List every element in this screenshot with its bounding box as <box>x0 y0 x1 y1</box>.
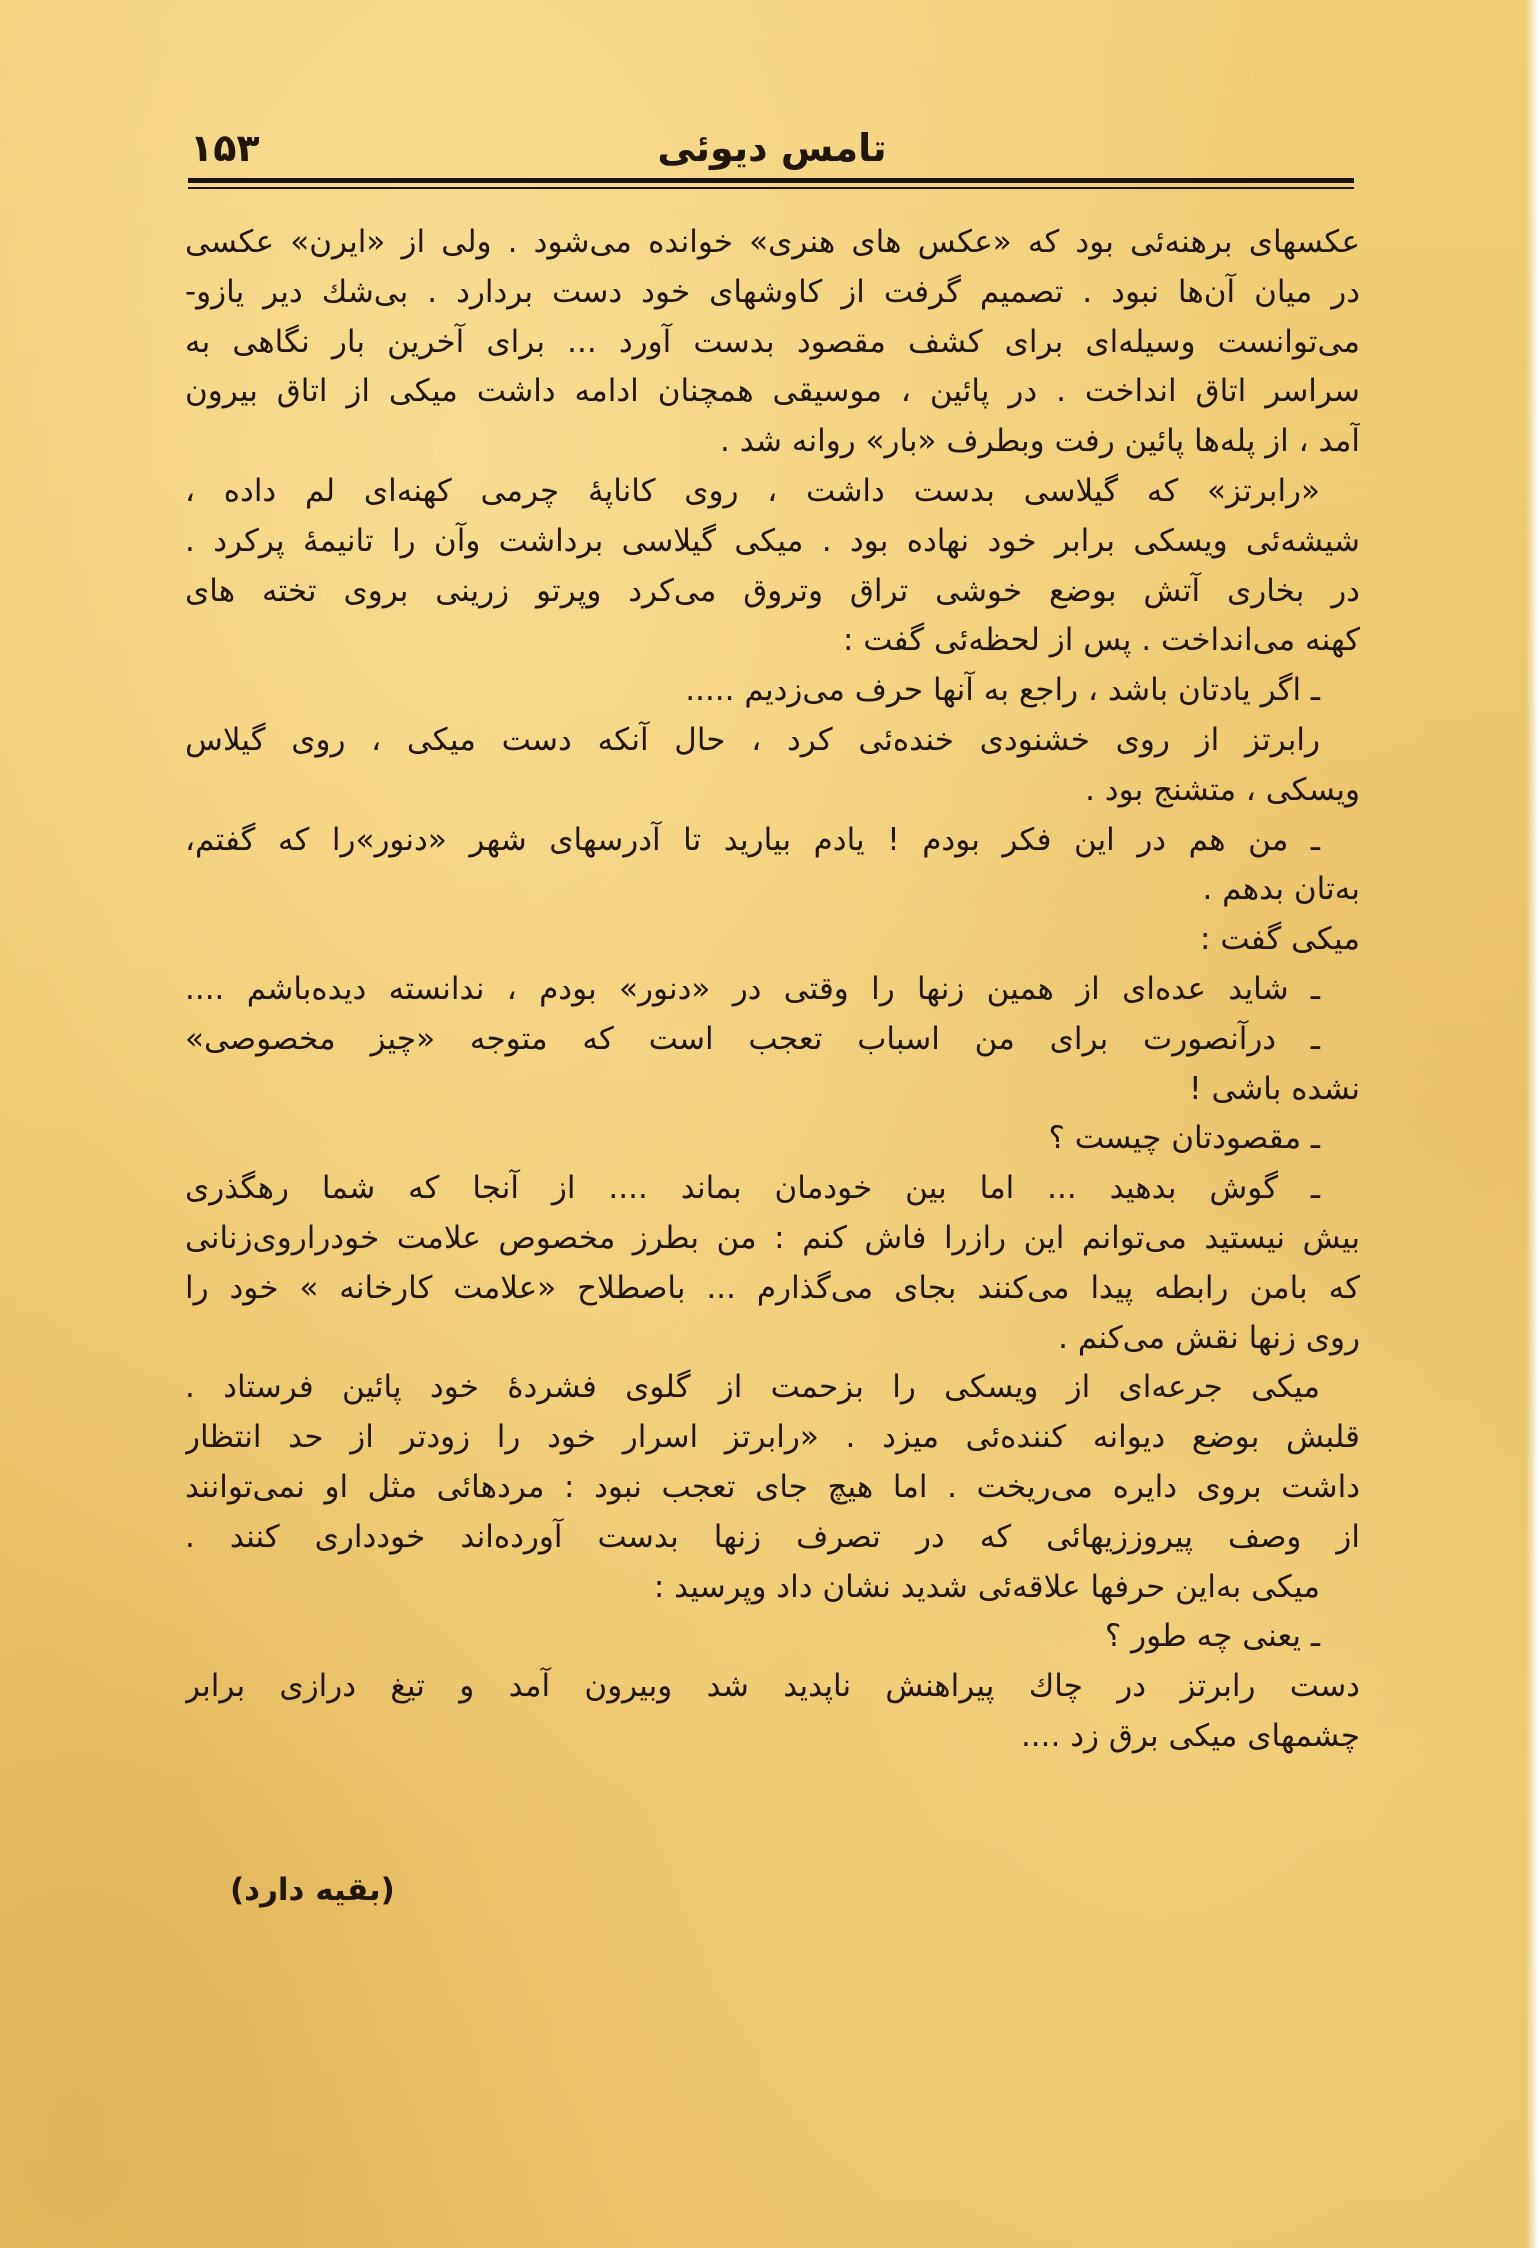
text-line: عکسهای برهنه‌ئی بود که «عکس های هنری» خوانده می‌شود . ولی از «ایرن» عکسی <box>185 224 1360 260</box>
text-line: ـ درآنصورت برای من اسباب تعجب است که متوجه «چیز مخصوصی» <box>185 1020 1320 1057</box>
text-line: می‌توانست وسیله‌ای برای کشف مقصود بدست آورد ... برای آخرین بار نگاهی به <box>185 323 1360 360</box>
text-line: دست رابرتز در چاك پیراهنش ناپدید شد وبیرون آمد و تیغ درازی برابر <box>185 1668 1360 1705</box>
text-line: بیش نیستید می‌توانم این رازرا فاش کنم : من بطرز مخصوص علامت خودراروی‌زنانی <box>185 1219 1360 1256</box>
running-title: تامس دیوئی <box>657 126 887 170</box>
header-rule-thick <box>188 178 1354 183</box>
text-line: چشمهای میکی برق زد .... <box>1020 1717 1360 1754</box>
text-line: شیشه‌ئی ویسکی برابر خود نهاده بود . میکی گیلاسی برداشت وآن را تانیمهٔ پرکرد . <box>185 522 1360 559</box>
text-line: «رابرتز» که گیلاسی بدست داشت ، روی کاناپهٔ چرمی کهنه‌ای لم داده ، <box>185 472 1320 509</box>
text-line: میکی به‌این حرفها علاقه‌ئی شدید نشان داد وپرسید : <box>653 1568 1320 1605</box>
text-line: میکی گفت : <box>1200 921 1360 958</box>
text-line: نشده باشی ! <box>1189 1070 1360 1107</box>
text-line: در میان آن‌ها نبود . تصمیم گرفت از کاوشهای خود دست بردارد . بی‌شك دیر یازو- <box>185 273 1360 310</box>
text-line: کهنه می‌انداخت . پس از لحظه‌ئی گفت : <box>842 622 1360 659</box>
text-line: به‌تان بدهم . <box>1202 871 1360 908</box>
text-line: آمد ، از پله‌ها پائین رفت وبطرف «بار» روانه شد . <box>720 423 1360 460</box>
body-text <box>185 218 1360 1762</box>
page-header <box>190 118 1352 178</box>
text-line: ـ من هم در این فکر بودم ! یادم بیارید تا آدرسهای شهر «دنور»را که گفتم، <box>185 821 1320 858</box>
text-line: ـ شاید عده‌ای از همین زنها را وقتی در «دنور» بودم ، ندانسته دیده‌باشم .... <box>185 970 1320 1007</box>
text-line: در بخاری آتش بوضع خوشی تراق وتروق می‌کرد وپرتو زرینی بروی تخته های <box>185 572 1360 609</box>
text-line: ـ مقصودتان چیست ؟ <box>1048 1120 1320 1157</box>
header-rule-thin <box>188 187 1354 189</box>
text-line: داشت بروی دایره می‌ریخت . اما هیچ جای تعجب نبود : مردهائی مثل او نمی‌توانند <box>185 1468 1360 1505</box>
to-be-continued: (بقیه دارد) <box>230 1872 395 1908</box>
text-line: ـ یعنی چه طور ؟ <box>1104 1618 1320 1655</box>
text-line: روی زنها نقش می‌کنم . <box>1058 1319 1360 1356</box>
text-line: سراسر اتاق انداخت . در پائین ، موسیقی همچنان ادامه داشت میکی از اتاق بیرون <box>185 373 1360 410</box>
text-line: ـ گوش بدهید ... اما بین خودمان بماند .... از آنجا که شما رهگذری <box>185 1170 1320 1207</box>
text-line: رابرتز از روی خشنودی خنده‌ئی کرد ، حال آنکه دست میکی ، روی گیلاس <box>185 721 1320 758</box>
text-line: ـ اگر یادتان باشد ، راجع به آنها حرف می‌زدیم ..... <box>685 672 1320 709</box>
text-line: ویسکی ، متشنج بود . <box>1085 771 1360 808</box>
text-line: قلبش بوضع دیوانه کننده‌ئی میزد . «رابرتز اسرار خود را زودتر از حد انتظار <box>185 1419 1360 1456</box>
page-number: ۱۵۳ <box>190 126 260 170</box>
text-line: که بامن رابطه پیدا می‌کنند بجای می‌گذارم ... باصطلاح «علامت کارخانه » خود را <box>185 1269 1360 1306</box>
text-line: میکی جرعه‌ای از ویسکی را بزحمت از گلوی فشردهٔ خود پائین فرستاد . <box>185 1369 1320 1406</box>
text-line: از وصف پیروززیهائی که در تصرف زنها بدست آورده‌اند خودداری کنند . <box>185 1518 1360 1555</box>
page-edge <box>1526 0 1540 2248</box>
